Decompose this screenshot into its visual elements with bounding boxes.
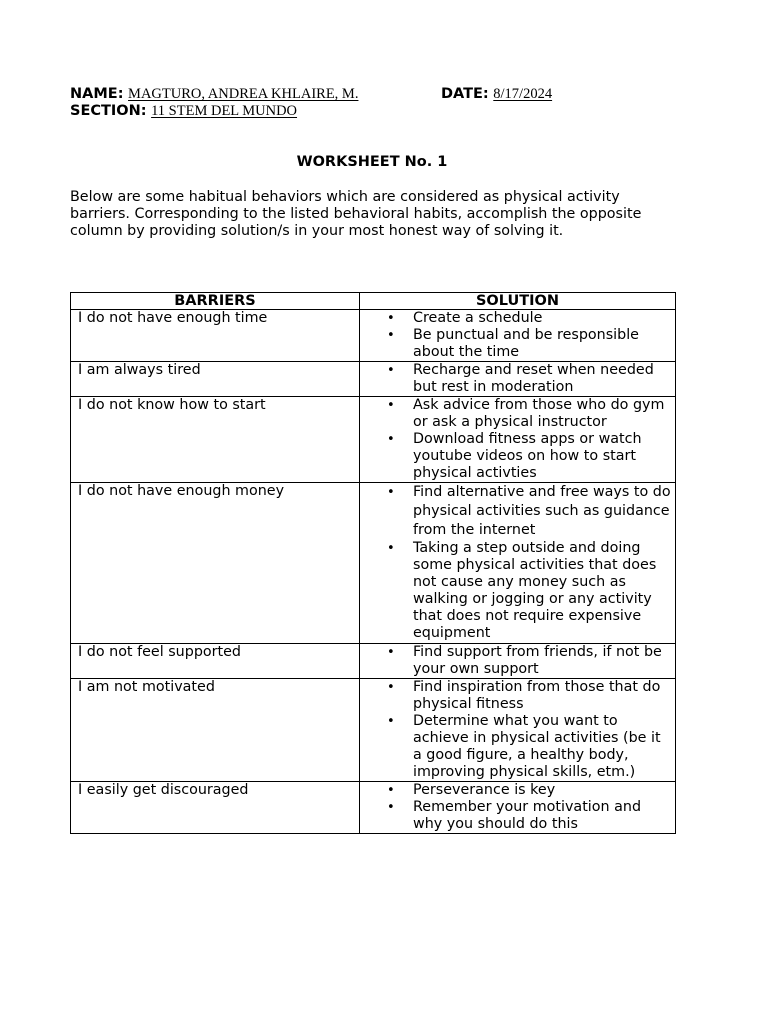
solution-column-header: SOLUTION <box>360 293 676 310</box>
barrier-text: I do not feel supported <box>78 644 241 660</box>
solution-list <box>360 310 675 361</box>
barrier-text: I am not motivated <box>78 679 215 695</box>
solution-item <box>360 362 675 396</box>
barrier-text: I easily get discouraged <box>78 782 249 798</box>
solution-text: Determine what you want to achieve in physical activities (be it a good figure, a healthy body, improving physical skills, etm.) <box>413 713 661 780</box>
solution-text: Perseverance is key <box>413 782 556 798</box>
solution-text: Remember your motivation and why you should do this <box>413 799 642 832</box>
solution-item <box>360 644 675 678</box>
bullet-icon: • <box>387 485 395 500</box>
instructions-paragraph: Below are some habitual behaviors which are considered as physical activity barriers. Corresponding to the listed behavioral habits, accomplish the opposite column by providing solution/s in your most honest way of solving it. <box>70 189 642 240</box>
bullet-icon: • <box>387 645 395 660</box>
table-header-row <box>71 293 676 310</box>
solution-cell <box>360 644 676 679</box>
solution-text: Taking a step outside and doing some physical activities that does not cause any money such as walking or jogging or any activity that does not require expensive equipment <box>413 540 657 641</box>
table-row <box>71 644 676 679</box>
table-row <box>71 310 676 362</box>
section-line <box>70 103 690 120</box>
solution-item <box>360 397 675 431</box>
solution-item <box>360 431 675 482</box>
solution-item <box>360 799 675 833</box>
solution-text: Find alternative and free ways to do physical activities such as guidance from the internet <box>413 484 671 538</box>
barrier-text: I do not have enough time <box>78 310 268 326</box>
barrier-text: I do not know how to start <box>78 397 266 413</box>
solution-cell <box>360 310 676 362</box>
solution-item <box>360 540 675 642</box>
solution-list <box>360 782 675 833</box>
solution-text: Recharge and reset when needed but rest in moderation <box>413 362 654 395</box>
solution-text: Ask advice from those who do gym or ask a physical instructor <box>413 397 665 430</box>
solution-cell <box>360 679 676 782</box>
bullet-icon: • <box>387 714 395 729</box>
worksheet-title: WORKSHEET No. 1 <box>296 154 448 170</box>
barrier-cell <box>71 483 360 644</box>
bullet-icon: • <box>387 328 395 343</box>
bullet-icon: • <box>387 363 395 378</box>
barrier-cell <box>71 362 360 397</box>
barrier-cell <box>71 782 360 834</box>
barrier-cell <box>71 679 360 782</box>
solution-item <box>360 713 675 781</box>
name-value: MAGTURO, ANDREA KHLAIRE, M. <box>128 86 359 102</box>
barrier-text: I do not have enough money <box>78 483 285 499</box>
solution-text: Be punctual and be responsible about the time <box>413 327 639 360</box>
table-row <box>71 782 676 834</box>
solution-text: Create a schedule <box>413 310 543 326</box>
document-header <box>70 86 690 120</box>
barriers-solutions-table <box>70 292 676 834</box>
barrier-cell <box>71 644 360 679</box>
table-row <box>71 362 676 397</box>
date-label: DATE: <box>441 86 489 102</box>
solution-cell <box>360 397 676 483</box>
section-label: SECTION: <box>70 103 147 119</box>
solution-text: Find inspiration from those that do physical fitness <box>413 679 661 712</box>
solution-list <box>360 397 675 482</box>
name-label: NAME: <box>70 86 124 102</box>
bullet-icon: • <box>387 680 395 695</box>
bullet-icon: • <box>387 398 395 413</box>
solution-text: Download fitness apps or watch youtube videos on how to start physical activties <box>413 431 642 481</box>
solution-item <box>360 327 675 361</box>
section-value: 11 STEM DEL MUNDO <box>151 103 298 119</box>
table-row <box>71 397 676 483</box>
solution-cell <box>360 362 676 397</box>
barriers-column-header: BARRIERS <box>71 293 360 310</box>
solution-text: Find support from friends, if not be your own support <box>413 644 662 677</box>
bullet-icon: • <box>387 783 395 798</box>
bullet-icon: • <box>387 541 395 556</box>
solution-list <box>360 644 675 678</box>
bullet-icon: • <box>387 311 395 326</box>
barrier-cell <box>71 310 360 362</box>
solution-item <box>360 679 675 713</box>
bullet-icon: • <box>387 800 395 815</box>
solution-list <box>360 362 675 396</box>
date-value: 8/17/2024 <box>493 86 553 102</box>
barrier-text: I am always tired <box>78 362 201 378</box>
solution-list <box>360 483 675 642</box>
barrier-cell <box>71 397 360 483</box>
table-row <box>71 679 676 782</box>
solution-cell <box>360 782 676 834</box>
solution-cell <box>360 483 676 644</box>
solution-item <box>360 483 675 540</box>
solution-item <box>360 310 675 327</box>
bullet-icon: • <box>387 432 395 447</box>
name-line <box>70 86 690 103</box>
solution-item <box>360 782 675 799</box>
date-field <box>441 86 552 103</box>
solution-list <box>360 679 675 781</box>
table-row <box>71 483 676 644</box>
